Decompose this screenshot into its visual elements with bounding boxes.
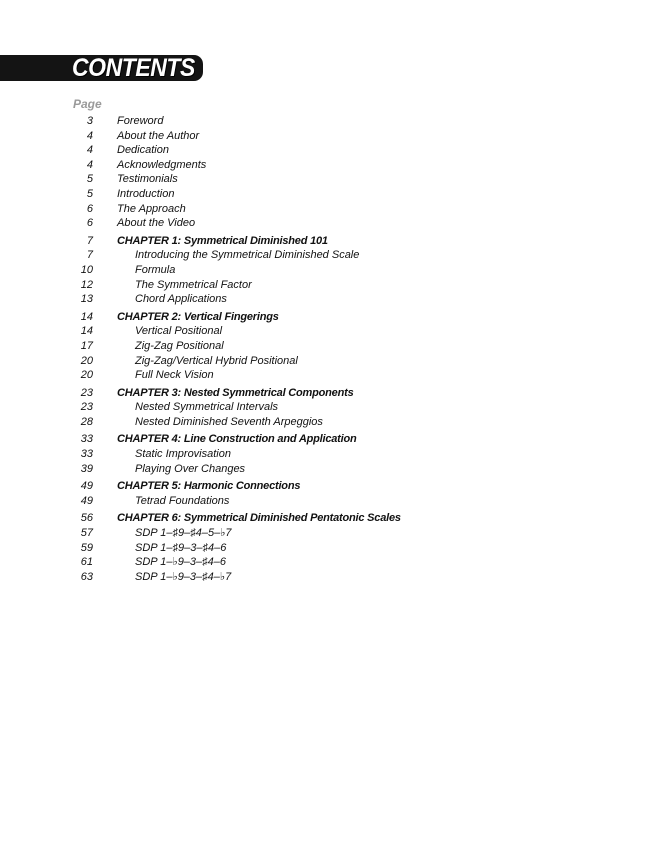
toc-entry-title: Dedication bbox=[117, 144, 169, 157]
toc-page-number: 49 bbox=[80, 494, 93, 507]
toc-chapter-entry[interactable] bbox=[0, 234, 648, 249]
toc-chapter-entry[interactable] bbox=[0, 310, 648, 325]
toc-entry-title: Tetrad Foundations bbox=[135, 494, 230, 507]
toc-chapter-entry[interactable] bbox=[0, 479, 648, 494]
toc-page-number: 59 bbox=[80, 541, 93, 554]
toc-page-number: 23 bbox=[80, 401, 93, 414]
toc-entry-title: Chord Applications bbox=[135, 293, 227, 306]
toc-entry-title: Full Neck Vision bbox=[135, 369, 214, 382]
toc-page-number: 13 bbox=[80, 293, 93, 306]
toc-page-number: 33 bbox=[80, 433, 93, 446]
toc-entry-title: Zig-Zag/Vertical Hybrid Positional bbox=[135, 354, 298, 367]
toc-chapter-title: CHAPTER 2: Vertical Fingerings bbox=[117, 310, 279, 323]
toc-sub-entry[interactable] bbox=[0, 354, 648, 369]
toc-sub-entry[interactable] bbox=[0, 263, 648, 278]
toc-entry[interactable] bbox=[0, 202, 648, 217]
toc-sub-entry[interactable] bbox=[0, 570, 648, 585]
table-of-contents bbox=[0, 114, 648, 584]
toc-entry-title: Vertical Positional bbox=[135, 325, 223, 338]
toc-entry-title: SDP 1–♯9–3–♯4–6 bbox=[135, 541, 227, 554]
toc-entry-title: About the Author bbox=[117, 129, 200, 142]
toc-entry-title: Zig-Zag Positional bbox=[135, 339, 224, 352]
toc-entry[interactable] bbox=[0, 143, 648, 158]
toc-entry-title: About the Video bbox=[117, 217, 196, 230]
toc-entry-title: SDP 1–♭9–3–♯4–6 bbox=[135, 556, 227, 569]
toc-entry-title: Introduction bbox=[117, 187, 175, 200]
toc-page-number: 14 bbox=[80, 325, 93, 338]
toc-page-number: 12 bbox=[80, 278, 93, 291]
toc-entry-title: SDP 1–♯9–♯4–5–♭7 bbox=[135, 527, 232, 540]
toc-page-number: 61 bbox=[80, 556, 93, 569]
toc-page-number: 56 bbox=[80, 512, 93, 525]
toc-page-number: 3 bbox=[86, 115, 93, 127]
toc-sub-entry[interactable] bbox=[0, 415, 648, 430]
toc-page-number: 49 bbox=[80, 480, 93, 493]
toc-page-number: 39 bbox=[80, 462, 93, 475]
toc-page-number: 23 bbox=[80, 386, 93, 399]
toc-entry-title: The Symmetrical Factor bbox=[135, 278, 252, 291]
toc-sub-entry[interactable] bbox=[0, 248, 648, 263]
toc-page-number: 33 bbox=[80, 448, 93, 461]
toc-page-number: 20 bbox=[80, 369, 93, 382]
toc-sub-entry[interactable] bbox=[0, 324, 648, 339]
toc-entry[interactable] bbox=[0, 158, 648, 173]
toc-page-number: 14 bbox=[80, 310, 93, 323]
page-title: CONTENTS bbox=[72, 54, 195, 82]
toc-page-number: 17 bbox=[80, 339, 93, 352]
toc-sub-entry[interactable] bbox=[0, 339, 648, 354]
toc-chapter-entry[interactable] bbox=[0, 386, 648, 401]
toc-entry[interactable] bbox=[0, 216, 648, 231]
toc-entry-title: Nested Symmetrical Intervals bbox=[135, 401, 279, 414]
toc-entry-title: The Approach bbox=[117, 202, 186, 215]
toc-page-number: 10 bbox=[80, 263, 93, 276]
toc-chapter-title: CHAPTER 4: Line Construction and Application bbox=[117, 433, 357, 446]
toc-entry[interactable] bbox=[0, 187, 648, 202]
toc-entry-title: Testimonials bbox=[117, 173, 178, 186]
toc-page-number: 4 bbox=[86, 144, 93, 157]
toc-sub-entry[interactable] bbox=[0, 555, 648, 570]
toc-entry-title: Playing Over Changes bbox=[135, 462, 246, 475]
toc-page-number: 4 bbox=[86, 158, 93, 171]
toc-page-number: 5 bbox=[86, 187, 93, 200]
toc-entry-title: Nested Diminished Seventh Arpeggios bbox=[135, 415, 323, 428]
toc-sub-entry[interactable] bbox=[0, 278, 648, 293]
toc-chapter-entry[interactable] bbox=[0, 432, 648, 447]
toc-page-number: 63 bbox=[80, 570, 93, 583]
toc-entry-title: Formula bbox=[135, 263, 176, 276]
toc-page-number: 28 bbox=[80, 415, 93, 428]
toc-entry[interactable] bbox=[0, 172, 648, 187]
toc-sub-entry[interactable] bbox=[0, 447, 648, 462]
toc-sub-entry[interactable] bbox=[0, 526, 648, 541]
toc-entry-title: Static Improvisation bbox=[135, 448, 231, 461]
toc-entry-title: Introducing the Symmetrical Diminished Scale bbox=[135, 249, 360, 262]
toc-page-number: 7 bbox=[86, 249, 93, 262]
toc-sub-entry[interactable] bbox=[0, 292, 648, 307]
toc-page-number: 5 bbox=[86, 173, 93, 186]
toc-page-number: 7 bbox=[86, 234, 93, 247]
toc-sub-entry[interactable] bbox=[0, 368, 648, 383]
toc-chapter-entry[interactable] bbox=[0, 511, 648, 526]
toc-sub-entry[interactable] bbox=[0, 541, 648, 556]
toc-page-number: 6 bbox=[86, 202, 93, 215]
toc-chapter-title: CHAPTER 3: Nested Symmetrical Components bbox=[117, 386, 354, 399]
toc-entry-title: Foreword bbox=[117, 115, 164, 127]
toc-page-number: 57 bbox=[80, 527, 93, 540]
toc-entry-title: Acknowledgments bbox=[117, 158, 207, 171]
toc-entry[interactable] bbox=[0, 129, 648, 144]
toc-chapter-title: CHAPTER 5: Harmonic Connections bbox=[117, 480, 301, 493]
toc-page-number: 6 bbox=[86, 217, 93, 230]
toc-entry[interactable] bbox=[0, 114, 648, 129]
toc-sub-entry[interactable] bbox=[0, 494, 648, 509]
toc-page-number: 20 bbox=[80, 354, 93, 367]
toc-entry-title: SDP 1–♭9–3–♯4–♭7 bbox=[135, 570, 232, 583]
page-column-label: Page bbox=[73, 97, 102, 111]
toc-page-number: 4 bbox=[86, 129, 93, 142]
toc-chapter-title: CHAPTER 6: Symmetrical Diminished Pentatonic Scales bbox=[117, 512, 401, 525]
toc-sub-entry[interactable] bbox=[0, 400, 648, 415]
toc-sub-entry[interactable] bbox=[0, 462, 648, 477]
toc-chapter-title: CHAPTER 1: Symmetrical Diminished 101 bbox=[117, 234, 328, 247]
